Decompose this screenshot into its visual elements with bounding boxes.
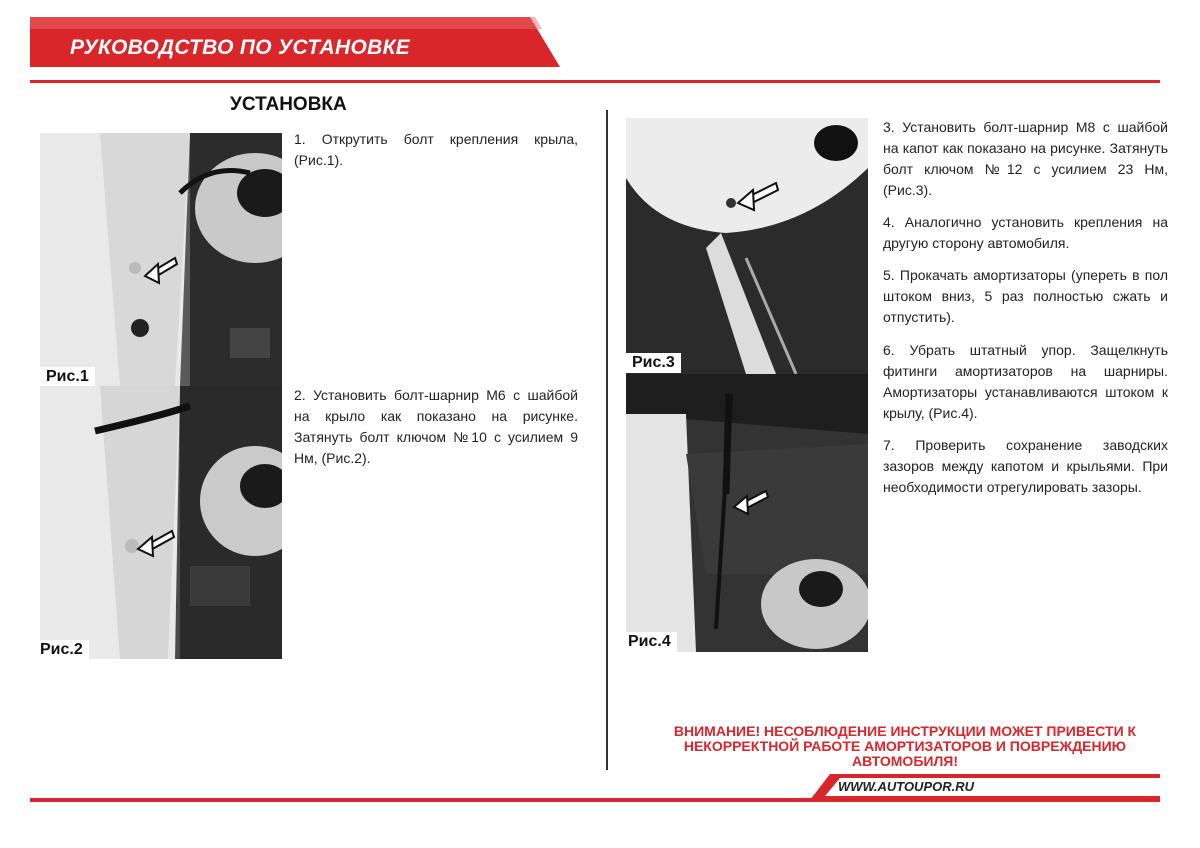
step-3-text: 3. Установить болт-шарнир М8 с шайбой на капот как показано на рисунке. Затянуть болт ключом №12 с усилием 23 Нм, (Рис.3). [883,119,1168,198]
step-2-text: 2. Установить болт-шарнир М6 с шайбой на крыло как показано на рисунке. Затянуть болт ключом №10 с усилием 9 Нм, (Рис.2). [294,387,578,466]
figure-2-label: Рис.2 [34,640,89,660]
figure-4-photo [626,374,868,652]
column-divider [606,110,608,770]
step-7-text: 7. Проверить сохранение заводских зазоров между капотом и крыльями. При необходимости отрегулировать зазоры. [883,437,1168,495]
step-4-text: 4. Аналогично установить крепления на другую сторону автомобиля. [883,214,1168,251]
step-6-text: 6. Убрать штатный упор. Защелкнуть фитинги амортизаторов на шарниры. Амортизаторы устанавливаются штоком к крылу, (Рис.4). [883,342,1168,421]
figure-1-photo [40,133,282,386]
figure-3-photo [626,118,868,374]
figure-1-label: Рис.1 [40,367,95,387]
figure-4-label: Рис.4 [622,632,677,652]
step-1-text: 1. Открутить болт крепления крыла, (Рис.1). [294,131,578,168]
figure-2-photo [40,386,282,659]
figure-3-label: Рис.3 [626,353,681,373]
footer-swoosh [30,770,1160,810]
warning-text: ВНИМАНИЕ! НЕСОБЛЮДЕНИЕ ИНСТРУКЦИИ МОЖЕТ ПРИВЕСТИ К НЕКОРРЕКТНОЙ РАБОТЕ АМОРТИЗАТОРОВ И ПОВРЕЖДЕНИЮ АВТОМОБИЛЯ! [673,723,1137,769]
section-title: УСТАНОВКА [230,94,347,115]
header-title: РУКОВОДСТВО ПО УСТАНОВКЕ [70,36,411,59]
header-divider-line [30,80,1160,83]
step-5-text: 5. Прокачать амортизаторы (упереть в пол штоком вниз, 5 раз полностью сжать и отпустить). [883,267,1168,325]
footer-website-link[interactable]: WWW.AUTOUPOR.RU [838,779,974,794]
